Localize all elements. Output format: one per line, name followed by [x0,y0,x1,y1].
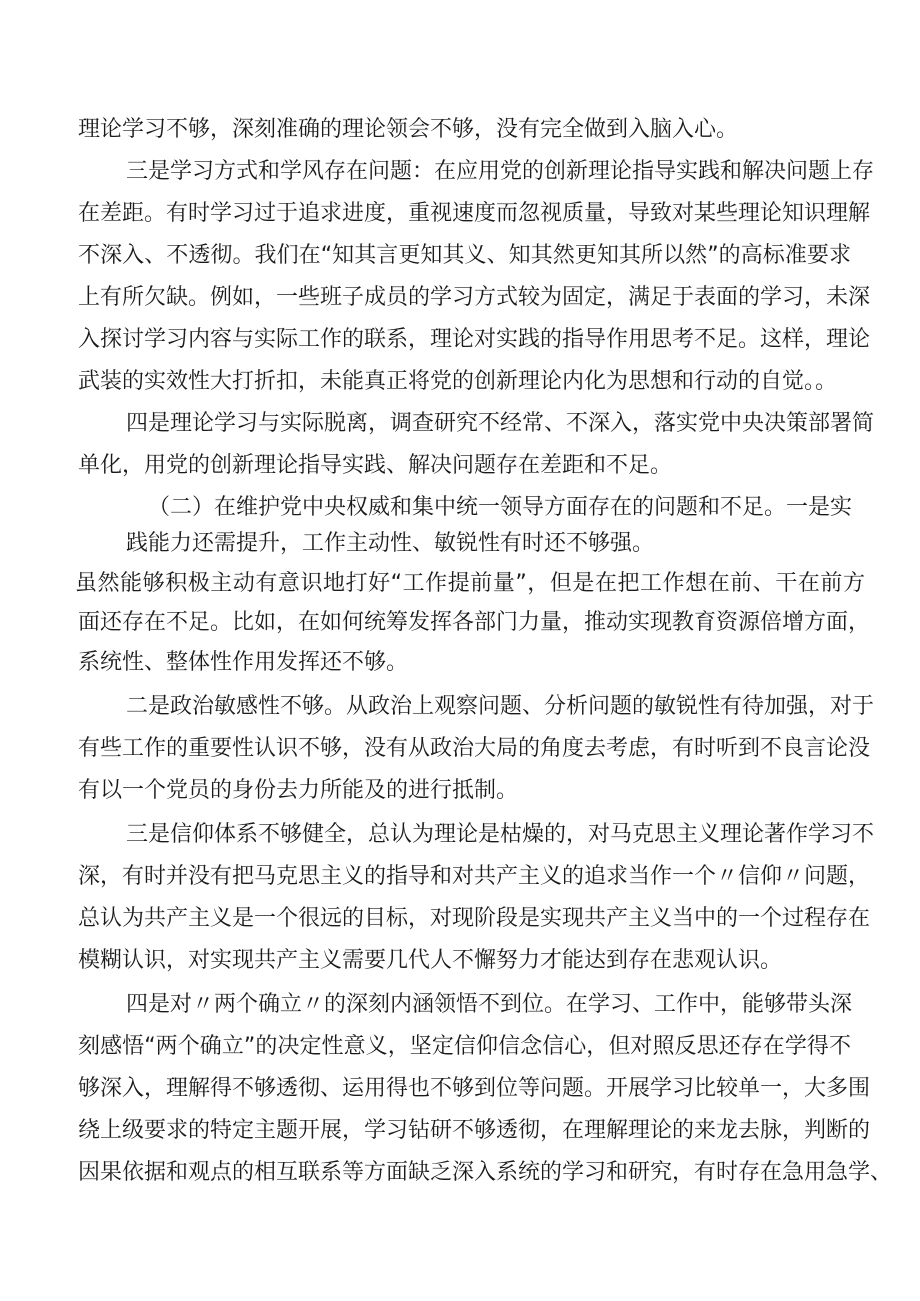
section-heading: （二）在维护党中央权威和集中统一领导方面存在的问题和不足。一是实 [148,495,853,520]
text-line: 三是学习方式和学风存在问题：在应用党的创新理论指导实践和解决问题上存 [126,159,875,184]
text-line: 理论学习不够，深刻准确的理论领会不够，没有完全做到入脑入心。 [78,117,739,142]
text-line: 因果依据和观点的相互联系等方面缺乏深入系统的学习和研究，有时存在急用急学、 [78,1160,893,1185]
text-line: 虽然能够积极主动有意识地打好“工作提前量”，但是在把工作想在前、干在前方 [75,571,865,596]
text-line: 总认为共产主义是一个很远的目标，对现阶段是实现共产主义当中的一个过程存在 [78,906,871,931]
text-line: 三是信仰体系不够健全，总认为理论是枯燥的，对马克思主义理论著作学习不 [126,822,875,847]
text-line: 深，有时并没有把马克思主义的指导和对共产主义的追求当作一个〃信仰〃问题， [78,864,871,889]
text-line: 面还存在不足。比如，在如何统筹发挥各部门力量，推动实现教育资源倍增方面， [78,610,871,635]
text-line: 刻感悟“两个确立”的决定性意义，坚定信仰信念信心，但对照反思还存在学得不 [78,1034,851,1059]
text-line: 有些工作的重要性认识不够，没有从政治大局的角度去考虑，有时听到不良言论没 [78,736,871,761]
text-line: 模糊认识，对实现共产主义需要几代人不懈努力才能达到存在悲观认识。 [78,948,783,973]
text-line: 单化，用党的创新理论指导实践、解决问题存在差距和不足。 [78,453,673,478]
text-line: 绕上级要求的特定主题开展，学习钻研不够透彻，在理解理论的来龙去脉，判断的 [78,1118,871,1143]
text-line: 四是对〃两个确立〃的深刻内涵领悟不到位。在学习、工作中，能够带头深 [126,992,853,1017]
text-line: 够深入，理解得不够透彻、运用得也不够到位等问题。开展学习比较单一，大多围 [78,1076,871,1101]
text-line: 在差距。有时学习过于追求进度，重视速度而忽视质量，导致对某些理论知识理解 [78,201,871,226]
text-line: 践能力还需提升，工作主动性、敏锐性有时还不够强。 [126,531,655,556]
text-line: 不深入、不透彻。我们在“知其言更知其义、知其然更知其所以然”的高标准要求 [78,243,851,268]
text-line: 有以一个党员的身份去力所能及的进行抵制。 [78,778,519,803]
text-line: 入探讨学习内容与实际工作的联系，理论对实践的指导作用思考不足。这样，理论 [78,327,871,352]
text-line: 四是理论学习与实际脱离，调查研究不经常、不深入，落实党中央决策部署简 [126,411,875,436]
text-line: 上有所欠缺。例如，一些班子成员的学习方式较为固定，满足于表面的学习，未深 [78,285,871,310]
text-line: 武装的实效性大打折扣，未能真正将党的创新理论内化为思想和行动的自觉。。 [78,369,838,394]
text-line: 系统性、整体性作用发挥还不够。 [78,650,409,675]
text-line: 二是政治敏感性不够。从政治上观察问题、分析问题的敏锐性有待加强，对于 [126,694,875,719]
